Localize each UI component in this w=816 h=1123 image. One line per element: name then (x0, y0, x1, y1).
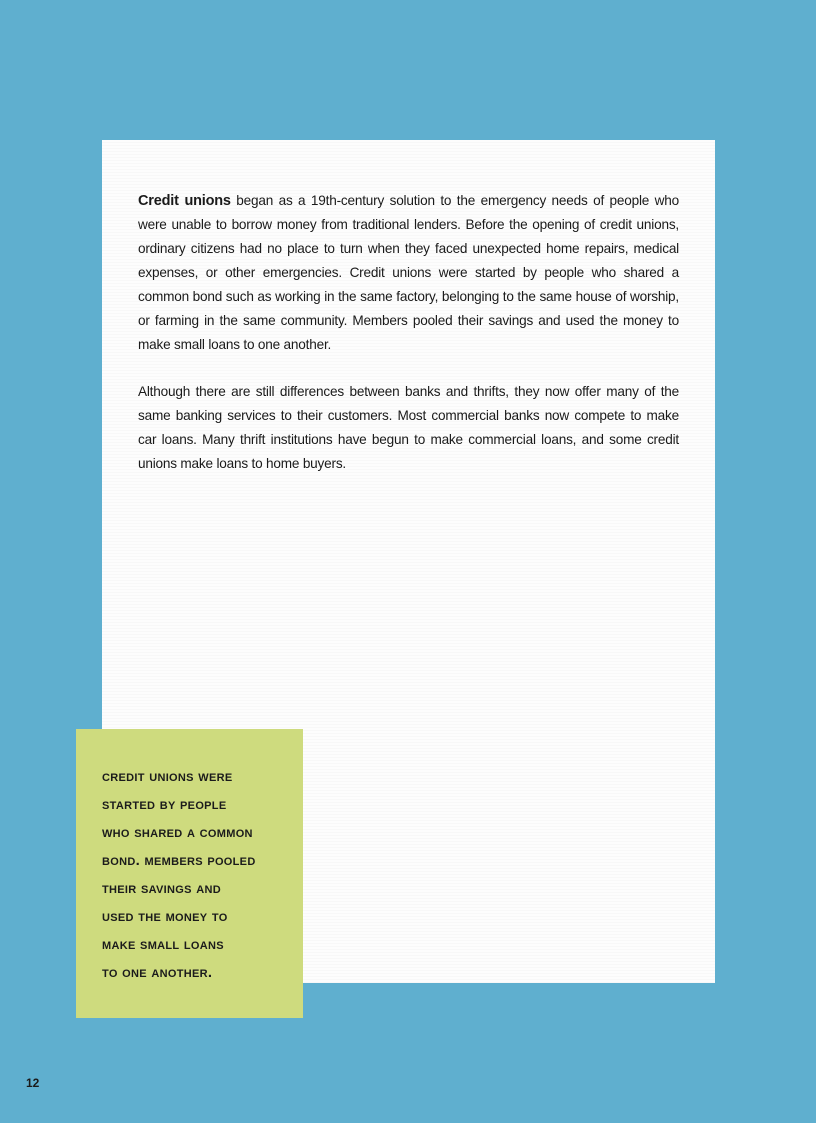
pull-quote-line: used the money to (102, 908, 228, 925)
pull-quote-line: to one another. (102, 964, 213, 981)
paragraph-1-text: began as a 19th-century solution to the emergency needs of people who were unable to borrow money from traditional lenders. Before the opening of credit unions, ordinary citizens had no place to turn when they faced unexpected home repairs, medical expenses, or other emergencies. Credit unions were started by people who shared a common bond such as working in the same factory, belonging to the same house of worship, or farming in the same community. Members pooled their savings and used the money to make small loans to one another. (138, 193, 679, 352)
lead-term: Credit unions (138, 193, 231, 209)
paragraph-credit-unions (138, 189, 679, 357)
pull-quote-text (102, 763, 297, 987)
pull-quote-line: who shared a common (102, 824, 253, 841)
pull-quote-box (76, 729, 303, 1018)
pull-quote-line: bond. members pooled (102, 852, 256, 869)
pull-quote-line: make small loans (102, 936, 224, 953)
pull-quote-line: started by people (102, 796, 227, 813)
pull-quote-line: credit unions were (102, 768, 233, 785)
paragraph-banks-thrifts: Although there are still differences between banks and thrifts, they now offer many of the same banking services to their customers. Most commercial banks now compete to make car loans. Many thrift institutions have begun to make commercial loans, and some credit unions make loans to home buyers. (138, 384, 679, 471)
page-number: 12 (26, 1076, 40, 1090)
pull-quote-line: their savings and (102, 880, 221, 897)
article-body (138, 189, 679, 499)
